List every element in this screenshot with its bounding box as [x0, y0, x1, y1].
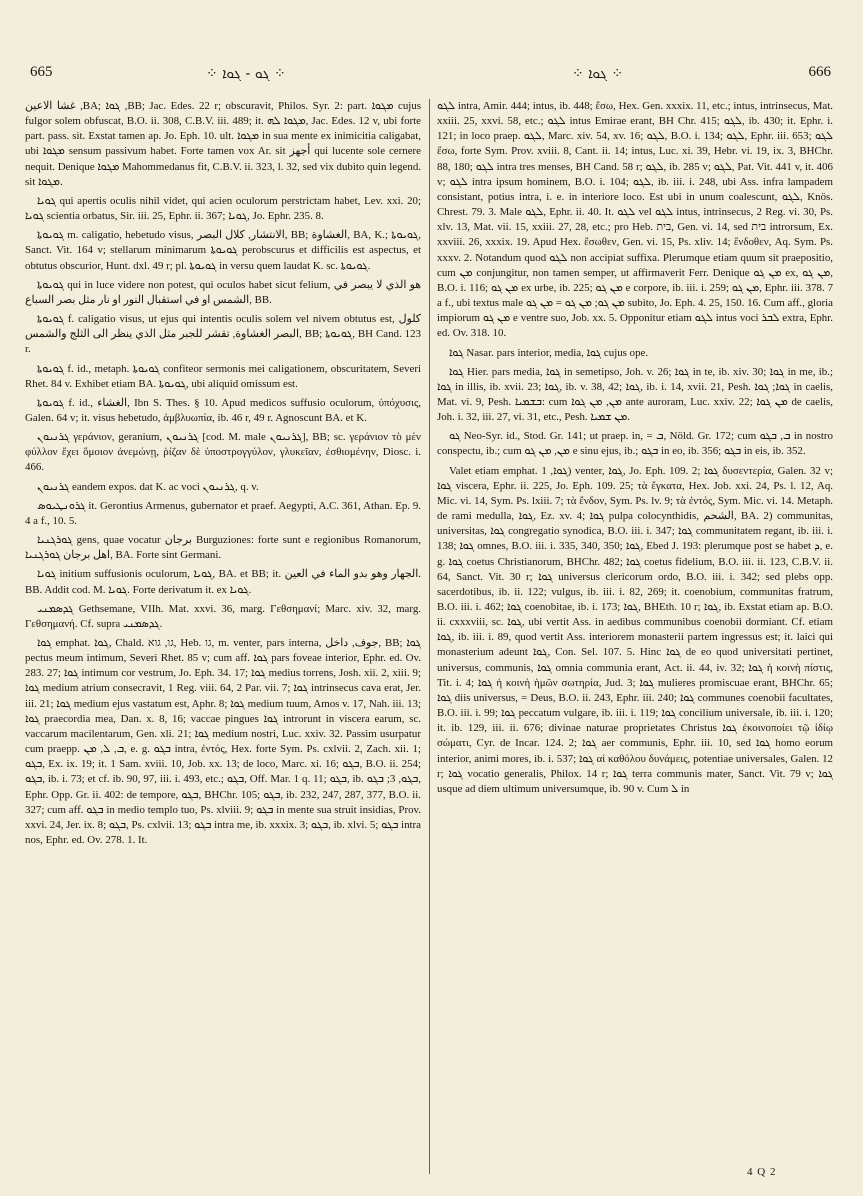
dictionary-entry: ܠܓܘ intra, Amir. 444; intus, ib. 448; ἔσω, Hex. Gen. xxxix. 11, etc.; intus, intrinsecus, Mat. xxiii. 25, xxvi. 58, etc.; ܠܓܘ intus Emirae erant, BH Chr. 415; ܠܓܘ, ib. 430; it. Ephr. i. 121; in loco praep. ܠܓܘ, Marc. xiv. 54, xv. 16; ܠܓܘ, B.O. i. 134; ܠܓܘ, Ephr. iii. 653; ܠܓܘ ἔσω, forte Sym. Prov. xviii. 8, Cant. ii. 14; intus, Luc. xi. 39, Hebr. vi. 19, ix. 3, BHChr. 88, 180; ܠܓܘ intra tres menses, BH Cand. 58 r; ܠܓܘ, ib. 285 v; ܠܓܘ, Pat. Vit. 441 v, it. 406 v; ܠܓܘ intra ipsum hominem, B.O. i. 104; ܠܓܘ, ib. iii. i. 248, ubi Ass. infra lampadem consistant, potius intra, i. e. in interiore loco. Est ubi in unum coalescunt, ܠܓܘ, Knös. Chrest. 79. 3. Male ܠܓܘ, Ephr. ii. 40. It. ܠܓܘ vel ܠܓܘ intus, intrinsecus, 2 Reg. vi. 30, Ps. xlv. 13, Mat. vii. 15, xxiii. 27, 28, etc.; pro Heb. בית, Gen. vi. 14, sed בית introrsum, Ex. xxviii. 26, xxxix. 19. Apud Hex. ἔσωθεν, Gen. vi. 15, Ps. xliv. 14; ἔνδοθεν, Aq. Sym. Ps. xxxv. 2. Notandum quod ܠܓܘ non accipiat suffixa. Plerumque etiam quum sit praepositio, cum ܡܢ conjungitur, non tamen semper, ut affirmaverit Ferr. Denique ܡܢ ܓܘ ex, ܡܢ ܓܘ, B.O. i. 116; ܡܢ ܓܘ ex urbe, ib. 225; ܡܢ ܓܘ e corpore, ib. iii. i. 259; ܡܢ ܓܘ, Ephr. iii. 378. 7 a f., ubi textus male ܡܢ ܓܘ; ܡܢ ܓܘ = ܡܢ ܓܘ subito, Jo. Eph. 4. 25, 150. 16. Cum aff., gloria impiorum ܡܢ ܓܘ e ventre suo, Job. xx. 5. Opponitur etiam ܠܓܘ intus voci ܠܒܪ extra, Ephr. ed. Ov. 318. 10.	[437, 100, 833, 340]
left-column	[25, 99, 421, 1184]
dictionary-entry: ܓܘܝܘܬܐ qui in luce videre non potest, qui oculos habet sicut felium, هو الذي لا يبصر في الشمس او في استقبال النور او نار مثل بصر السباع, BB.	[25, 278, 421, 306]
dictionary-entry: ܓܘܝܐ qui apertis oculis nihil videt, qui acien oculorum perstrictam habet, Lev. xxi. 20; ܓܘܝܐ scientia orbatus, Sir. iii. 25, Ephr. ii. 367; ܓܘܝܐ, Jo. Ephr. 235. 8.	[25, 194, 421, 223]
dictionary-entry: ܓܘܝܘܬܐ f. id., metaph. ܓܘܝܘܬܐ confiteor sermonis mei caligationem, obscuritatem, Severi Rhet. 84 v. Exhibet etiam BA. ܓܘܝܘܬܐ, ubi aliquid omissum est.	[25, 362, 421, 390]
page-header	[0, 0, 863, 96]
running-title-left: ⁘ ܓܘ - ܓܘܐ ⁘	[206, 66, 286, 82]
dictionary-entry: ܓܘܝܐ initium suffusionis oculorum, ܓܘܝܐ, BA. et BB; it. الجهار وهو بدو الماء في العين. BB. Addit cod. M. ܓܘܝܐ. Forte derivatum it. ex ܓܘܝܐ.	[25, 568, 421, 596]
right-column	[437, 99, 833, 1184]
dictionary-entry: ܓܘܐ Nasar. pars interior, media, ܓܘܐ cujus ope.	[449, 346, 649, 359]
dictionary-entry: ܓܘܝܘܬܐ f. caligatio visus, ut ejus qui intentis oculis solem vel nivem obtutus est, كلول البصر الغشاوة, تقشر للجبر مثل الذي ينظر الى الثلج والشمس, BB; ܓܘܝܘܬܐ, BH Cand. 123 r.	[25, 313, 421, 356]
dictionary-entry: ܓܪܢܝܘܢ γεράνιον, geranium, ܓܪܢܝܘܢ [cod. M. male ܓܪܢܝܘܢ], BB; sc. γεράνιον τὸ μὲν φύλλον ἔχει ὅμοιον ἀνεμώνῃ, ῥίζαν δὲ ὑποστρογγύλον, γλυκεῖαν, ἐσθιομένην, Diosc. i. 466.	[25, 431, 421, 474]
dictionary-entry: ܓܘ Neo-Syr. id., Stod. Gr. 141; ut praep. in, = ܒ, Nöld. Gr. 172; cum ܒ, ܒܓܘ in nostro conspectu, ib.; cum ܡܢ, ܡܢ ܓܘ e sinu ejus, ib.; ܒܓܘ in eo, ib. 356; ܒܓܘ in eis, ib. 352.	[437, 430, 833, 458]
dictionary-entry: ܓܪܘܢܛܝܘܣ it. Gerontius Armenus, gubernator et praef. Aegypti, A.C. 361, Athan. Ep. 9. 4 a f., 10. 5.	[25, 499, 421, 527]
dictionary-entry: ܓܕܣܡܢܝ Gethsemane, VIIh. Mat. xxvi. 36, marg. Γεθσημανί; Marc. xiv. 32, marg. Γεθσημανή. Cf. supra ܓܕܣܡܢܝ.	[25, 602, 421, 630]
dictionary-entry: ܓܘܐ Hier. pars media, ܓܘܐ in semetipso, Joh. v. 26; ܓܘܐ in te, ib. xiv. 30; ܓܘܐ in me, ib.; ܓܘܐ in illis, ib. xvii. 23; ܓܘܐ, ib. v. 38, 42; ܓܘܐ, ib. i. 14, xvii. 21, Pesh. ܓܘܐ; ܓܘܐ in caelis, Mat. vi. 9, Pesh. ܒܫܡܝܐ: cum ܡܢ, ܡܢ ܓܘܐ ante auroram, Luc. xxiv. 22; ܡܢ ܓܘܐ de caelis, Joh. i. 32, iii. 27, vi. 31, etc., Pesh. ܡܢ ܫܡܝܐ.	[437, 365, 833, 424]
signature-mark: 4 Q 2	[747, 1166, 777, 1178]
dictionary-entry: ܓܪܢܝܘܢ eandem expos. dat K. ac voci ܓܪܢܝܘܢ, q. v.	[37, 480, 259, 493]
dictionary-entry: ܓܘܝܘܬܐ m. caligatio, hebetudo visus, الانتشار, كلال البصر, BB; الغشاوة, BA, K.; ܓܘܝܘܬܐ, Sanct. Vit. 164 v; stellarum minimarum ܓܘܝܘܬܐ perobscurus et difficilis est aspectus, et obtutus obscurior, Hunt. dxl. 49 r; pl. ܓܘܝܘܬܐ in versu quem laudat K. sc. ܓܘܝܘܬܐ.	[25, 229, 421, 272]
dictionary-entry: ܓܘܝܘܬܐ f. id., الغشاء, Ibn S. Thes. § 10. Apud medicos suffusio oculorum, ὑπόχυσις, Galen. 64 v; it. visus hebetudo, ἀμβλυωπία, ib. 46 r, 49 r. Agnoscunt BA. et K.	[25, 396, 421, 424]
page-number-left: 665	[30, 64, 53, 80]
page-number-right: 666	[808, 64, 831, 80]
running-title-right: ⁘ ܓܘܐ ⁘	[572, 66, 624, 82]
dictionary-entry: ܓܘܪܓܢܝܐ gens, quae vocatur برجان Burguziones: forte sunt e regionibus Romanorum, اهل برجان ܓܘܪܓܢܝܐ, BA. Forte sint Germani.	[25, 534, 421, 562]
dictionary-entry: ܓܘܐ emphat. ܓܘܐ, Chald. גו, גוא, Heb. גו, m. venter, pars interna, جوف, داخل, BB; ܓܘܐ pectus meum intimum, Severi Rhet. 85 v; cum aff. ܓܘܐ pars foveae interior, Ephr. ed. Ov. 283. 27; ܓܘܐ intimum cor vestrum, Jo. Eph. 34. 17; ܓܘܐ medius torrens, Josh. xii. 2, xiii. 9; ܓܘܐ medium atrium consecravit, 1 Reg. viii. 64, 2 Par. vii. 7; ܓܘܐ intrinsecus cava erat, Jer. iii. 21; ܓܘܐ medium ejus vastatum est, Aphr. 8; ܓܘܐ medium tuum, Amos v. 17, Nah. iii. 13; ܓܘܐ praecordia mea, Dan. x. 8, 16; vaccae pingues ܓܘܐ introrunt in viscera earum, sc. vaccarum macilentarum, Gen. xli. 21; ܓܘܐ medium nostri, Luc. xxiv. 32. Passim usurpatur cum praepp. ܒ, ܠ, ܡܢ, e. g. ܒܓܘ intra, ἐντός, Hex. forte Sym. Ps. cxlvii. 2, Zach. xii. 1; ܒܓܘ, Ex. ix. 19; it. 1 Sam. xviii. 10, Job. xx. 13; de loco, Marc. xi. 16; ܒܓܘ, B.O. ii. 254; ܒܓܘ, ib. i. 73; et cf. ib. 90, 97, iii. i. 493, etc.; ܒܓܘ, Off. Mar. 1 q. 11; ܒܓܘ, ib. ܒܓܘ, 3; ܒܓܘ, Ephr. Opp. Gr. ii. 402: de tempore, ܒܓܘ, BHChr. 105; ܒܓܘ, ib. 232, 247, 287, 377, B.O. ii. 327; cum aff. ܒܓܘ in medio templo tuo, Ps. xlviii. 9; ܒܓܘ in mente sua struit insidias, Prov. xxvi. 24, Jer. ix. 8; ܒܓܘ, Ps. cxlvii. 13; ܒܓܘ intra me, ib. xxxix. 3; ܒܓܘ, ib. xlvi. 5; ܒܓܘ intra nos, Ephr. ed. Ov. 278. 1. It.	[25, 637, 421, 847]
column-divider	[429, 99, 430, 1174]
dictionary-entry: غشا الاعين ,BA; ܓܘܐ ,BB; Jac. Edes. 22 r; obscuravit, Philos. Syr. 2: part. ܡܓܘܐ cujus fulgor solem obfuscat, B.O. ii. 308, C.B.V. iii. 489; it. ܡܓܘܐ ܠܗ, Jac. Edes. 12 v, ubi forte part. pass. sit. Exstat tamen ap. Jo. Eph. 10. ult. ܡܓܘܐ in sua mente ex inimicitia caligabat, ubi ܡܓܘܐ sensum passivum habet. Forte tamen vox Ar. sit أجهز qui lucente sole cernere nequit. Denique ܡܓܘܐ Mahommedanus fit, C.B.V. ii. 323, l. 32, sed vix dubito quin legend. sit ܡܓܘܐ.	[25, 100, 421, 188]
dictionary-entry: Valet etiam emphat. ܓܘܐ, 1) venter, ܓܘܐ, Jo. Eph. 109. 2; ܓܘܐ δυσεντερία, Galen. 32 v; ܓܘܐ viscera, Ephr. ii. 225, Jo. Eph. 109. 25; τὰ ἔγκατα, Hex. Job. xxi. 24, Ps. l. 12, Aq. Mic. vi. 14, Sym. Ps. lxiii. 7; τὰ ἔνδον, Sym. Ps. lv. 9; τὰ ἐντός, Sym. Mic. vi. 14. Metaph. de rami medulla, ܓܘܐ, Ez. xv. 4; ܓܘܐ pulpa colocynthidis, الشحم, BA. 2) communitas, universitas, ܓܘܐ congregatio synodica, B.O. iii. i. 347; ܓܘܐ communitatem regant, ib. iii. i. 138; ܓܘܐ omnes, B.O. iii. i. 335, 340, 350; ܓܘܐ, Ebed J. 193: plerumque post se habet ܕ, e. g. ܓܘܐ coetus Christianorum, BHChr. 482; ܓܘܐ coetus fidelium, B.O. iii. ii. 123, C.B.V. ii. 64, Sanct. Vit. 30 r; ܓܘܐ universus clericorum ordo, B.O. iii. i. 342; sed plebs opp. sacerdotibus, ib. ii. 122; vulgus, ib. iii. i. 82, 269; it. coenobium, communitas fratrum, B.O. iii. i. 462; ܓܘܐ coenobitae, ib. i. 173; ܓܘܐ, BHEth. 10 r; ܓܘܐ, ib. Exstat etiam ap. B.O. ii. cxxxviii, sc. ܓܘܐ, ubi vertit Ass. in aedibus communibus coenobii dormiant. Cf. etiam ܓܘܐ, ib. iii. i. 89, quod vertit Ass. interiorem monasterii partem ingressus est; it. laici qui monasterium adeunt ܓܘܐ, Con. Sel. 107. 5. Hinc ܓܘܐ de eo quod universitati pertinet, universus, communis, ܓܘܐ omnia communia erant, Act. ii. 44, iv. 32; ܓܘܐ ἡ κοινὴ πίστις, Tit. i. 4; ܓܘܐ ἡ κοινὴ ἡμῶν σωτηρία, Jud. 3; ܓܘܐ mulieres promiscuae erant, BHChr. 65; ܓܘܐ diis universus, = Deus, B.O. ii. 243, Ephr. iii. 240; ܓܘܐ communes coenobii facultates, B.O. iii. i. 99; ܓܘܐ peccatum vulgare, ib. iii. i. 119; ܓܘܐ concilium universale, ib. iii. i. 120; it. ib. 129, iii. ii. 676; divinae naturae proprietates Christus ܓܘܐ ἐκοινοποίει τῷ ἰδίῳ σώματι, Cyr. de Incar. 124. 2; ܓܘܐ aer communis, Ephr. iii. 10, sed ܓܘܐ homo eorum interior, animi mores, ib. i. 537; ܓܘܐ αἱ καθόλου δυνάμεις, potentiae universales, Galen. 12 r; ܓܘܐ vocatio generalis, Philox. 14 r; ܓܘܐ terra communis mater, Sanct. Vit. 79 v; ܓܘܐ usque ad diem ultimum universumque, ib. 90 v. Cum ܠ in	[437, 464, 833, 795]
